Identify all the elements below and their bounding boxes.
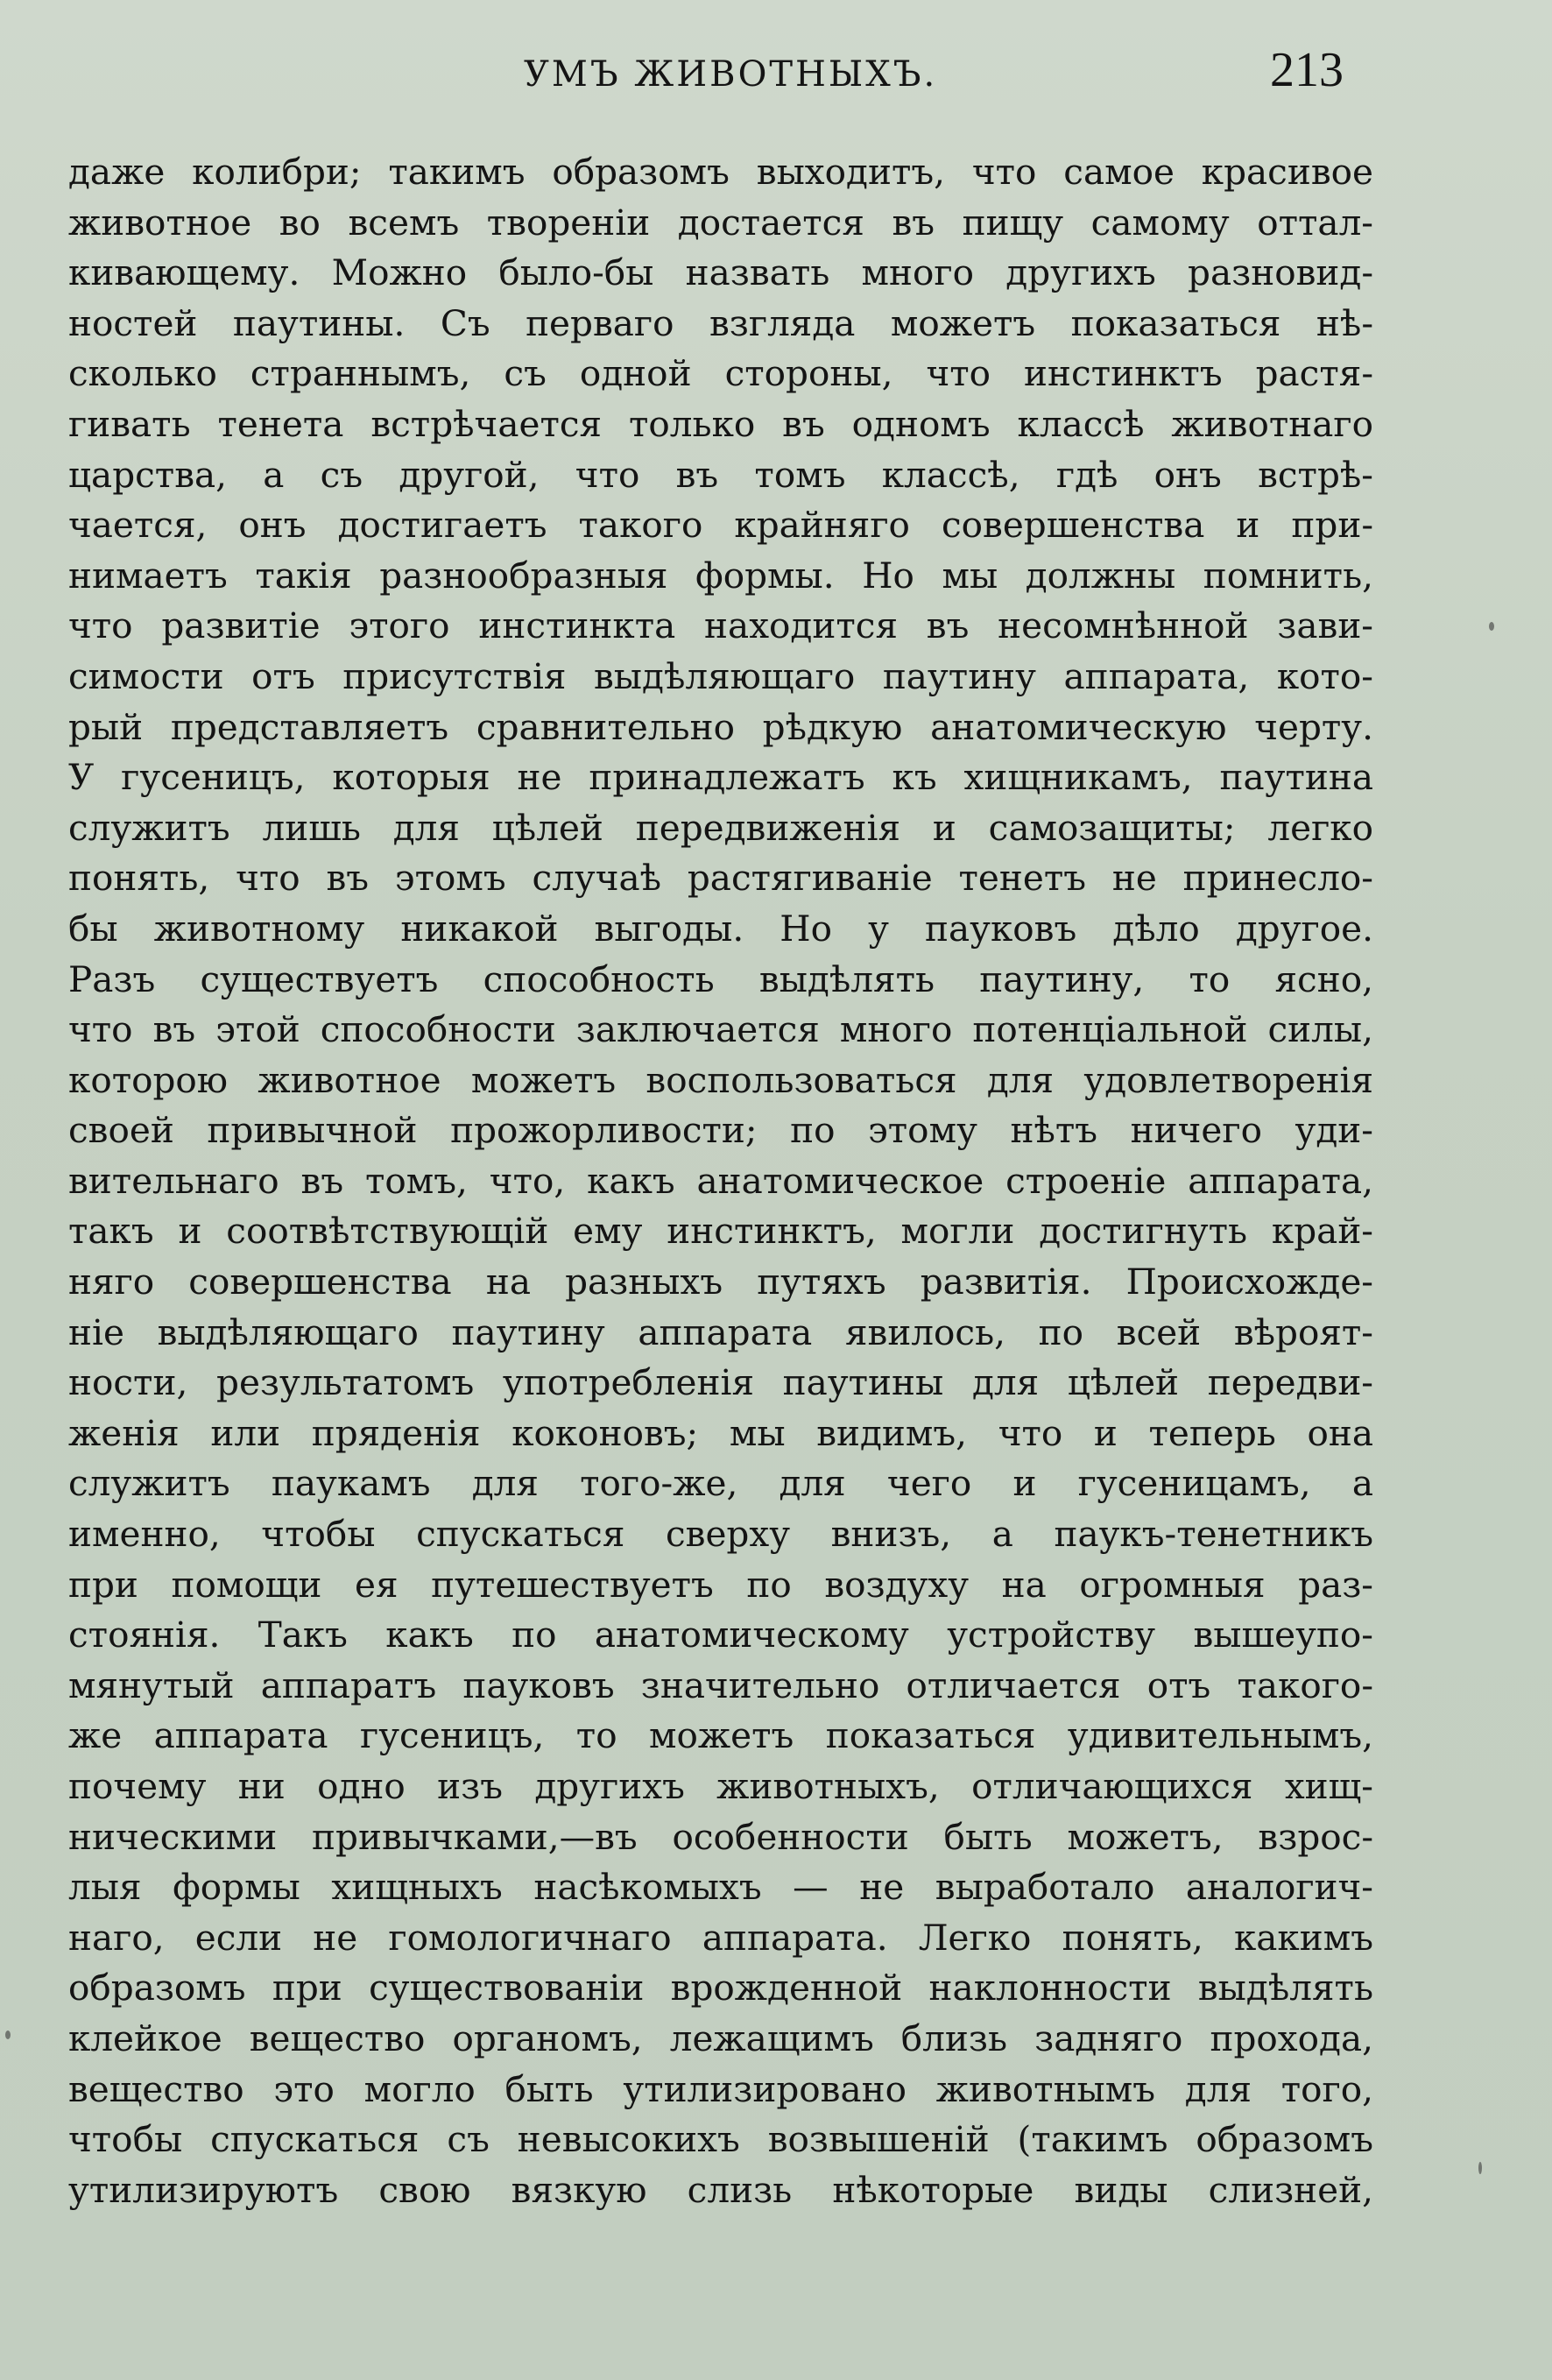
- running-title: УМЪ ЖИВОТНЫХЪ.: [524, 54, 938, 95]
- text-line: кивающему. Можно было-бы назвать много другихъ разновид-: [68, 251, 1373, 294]
- text-line: даже колибри; такимъ образомъ выходитъ, что самое красивое: [68, 151, 1373, 193]
- text-line: утилизируютъ свою вязкую слизь нѣкоторые виды слизней,: [68, 2168, 1373, 2211]
- text-line: гивать тенета встрѣчается только въ одномъ классѣ животнаго: [68, 402, 1373, 445]
- text-line: ностей паутины. Съ перваго взгляда можетъ показаться нѣ-: [68, 301, 1373, 344]
- text-line: клейкое вещество органомъ, лежащимъ близь задняго прохода,: [68, 2016, 1373, 2059]
- text-line: что развитiе этого инстинкта находится въ несомнѣнной зави-: [68, 604, 1373, 647]
- text-line: служитъ паукамъ для того-же, для чего и гусеницамъ, а: [68, 1462, 1373, 1505]
- text-line: которою животное можетъ воспользоваться для удовлетворенiя: [68, 1058, 1373, 1101]
- body-text: [68, 147, 1373, 2215]
- paper-speck: [5, 2030, 11, 2039]
- text-line: симости отъ присутствiя выдѣляющаго паутину аппарата, кото-: [68, 654, 1373, 697]
- paper-speck: [1478, 2162, 1482, 2174]
- text-line: лыя формы хищныхъ насѣкомыхъ — не выработало аналогич-: [68, 1866, 1373, 1909]
- text-line: чтобы спускаться съ невысокихъ возвышенiй (такимъ образомъ: [68, 2118, 1373, 2161]
- text-line: рый представляетъ сравнительно рѣдкую анатомическую черту.: [68, 705, 1373, 748]
- text-line: мянутый аппаратъ пауковъ значительно отличается отъ такого-: [68, 1663, 1373, 1706]
- running-head: [0, 42, 1552, 112]
- paper-speck: [1489, 622, 1494, 631]
- page-number: 213: [1270, 43, 1344, 97]
- text-line: У гусеницъ, которыя не принадлежатъ къ хищникамъ, паутина: [68, 756, 1373, 799]
- text-line: стоянiя. Такъ какъ по анатомическому устройству вышеупо-: [68, 1614, 1373, 1656]
- text-line: Разъ существуетъ способность выдѣлять паутину, то ясно,: [68, 957, 1373, 1000]
- text-line: именно, чтобы спускаться сверху внизъ, а паукъ-тенетникъ: [68, 1513, 1373, 1556]
- text-line: царства, а съ другой, что въ томъ классѣ, гдѣ онъ встрѣ-: [68, 453, 1373, 496]
- text-line: чается, онъ достигаетъ такого крайняго совершенства и при-: [68, 504, 1373, 547]
- text-line: понять, что въ этомъ случаѣ растягиванiе тенетъ не принесло-: [68, 857, 1373, 900]
- text-line: при помощи ея путешествуетъ по воздуху на огромныя раз-: [68, 1563, 1373, 1606]
- text-line: почему ни одно изъ другихъ животныхъ, отличающихся хищ-: [68, 1765, 1373, 1807]
- text-line: что въ этой способности заключается много потенцiальной силы,: [68, 1008, 1373, 1051]
- text-line: служитъ лишь для цѣлей передвиженiя и самозащиты; легко: [68, 806, 1373, 849]
- text-line: вещество это могло быть утилизировано животнымъ для того,: [68, 2067, 1373, 2110]
- text-line: нимаетъ такiя разнообразныя формы. Но мы должны помнить,: [68, 554, 1373, 597]
- text-line: наго, если не гомологичнаго аппарата. Легко понять, какимъ: [68, 1916, 1373, 1959]
- text-line: ническими привычками,—въ особенности быть можетъ, взрос-: [68, 1815, 1373, 1858]
- text-line: же аппарата гусеницъ, то можетъ показаться удивительнымъ,: [68, 1714, 1373, 1757]
- text-line: животное во всемъ творенiи достается въ пищу самому оттал-: [68, 201, 1373, 244]
- text-line: ности, результатомъ употребленiя паутины для цѣлей передви-: [68, 1361, 1373, 1404]
- text-line: няго совершенства на разныхъ путяхъ развитiя. Происхожде-: [68, 1261, 1373, 1303]
- text-line: женiя или пряденiя коконовъ; мы видимъ, что и теперь она: [68, 1411, 1373, 1454]
- text-line: своей привычной прожорливости; по этому нѣтъ ничего уди-: [68, 1109, 1373, 1152]
- text-line: сколько страннымъ, съ одной стороны, что инстинктъ растя-: [68, 352, 1373, 395]
- text-line: нiе выдѣляющаго паутину аппарата явилось, по всей вѣроят-: [68, 1310, 1373, 1353]
- text-line: такъ и соотвѣтствующiй ему инстинктъ, могли достигнуть край-: [68, 1210, 1373, 1253]
- text-line: вительнаго въ томъ, что, какъ анатомическое строенiе аппарата,: [68, 1159, 1373, 1202]
- text-line: бы животному никакой выгоды. Но у пауковъ дѣло другое.: [68, 907, 1373, 950]
- text-line: образомъ при существованiи врожденной наклонности выдѣлять: [68, 1967, 1373, 2009]
